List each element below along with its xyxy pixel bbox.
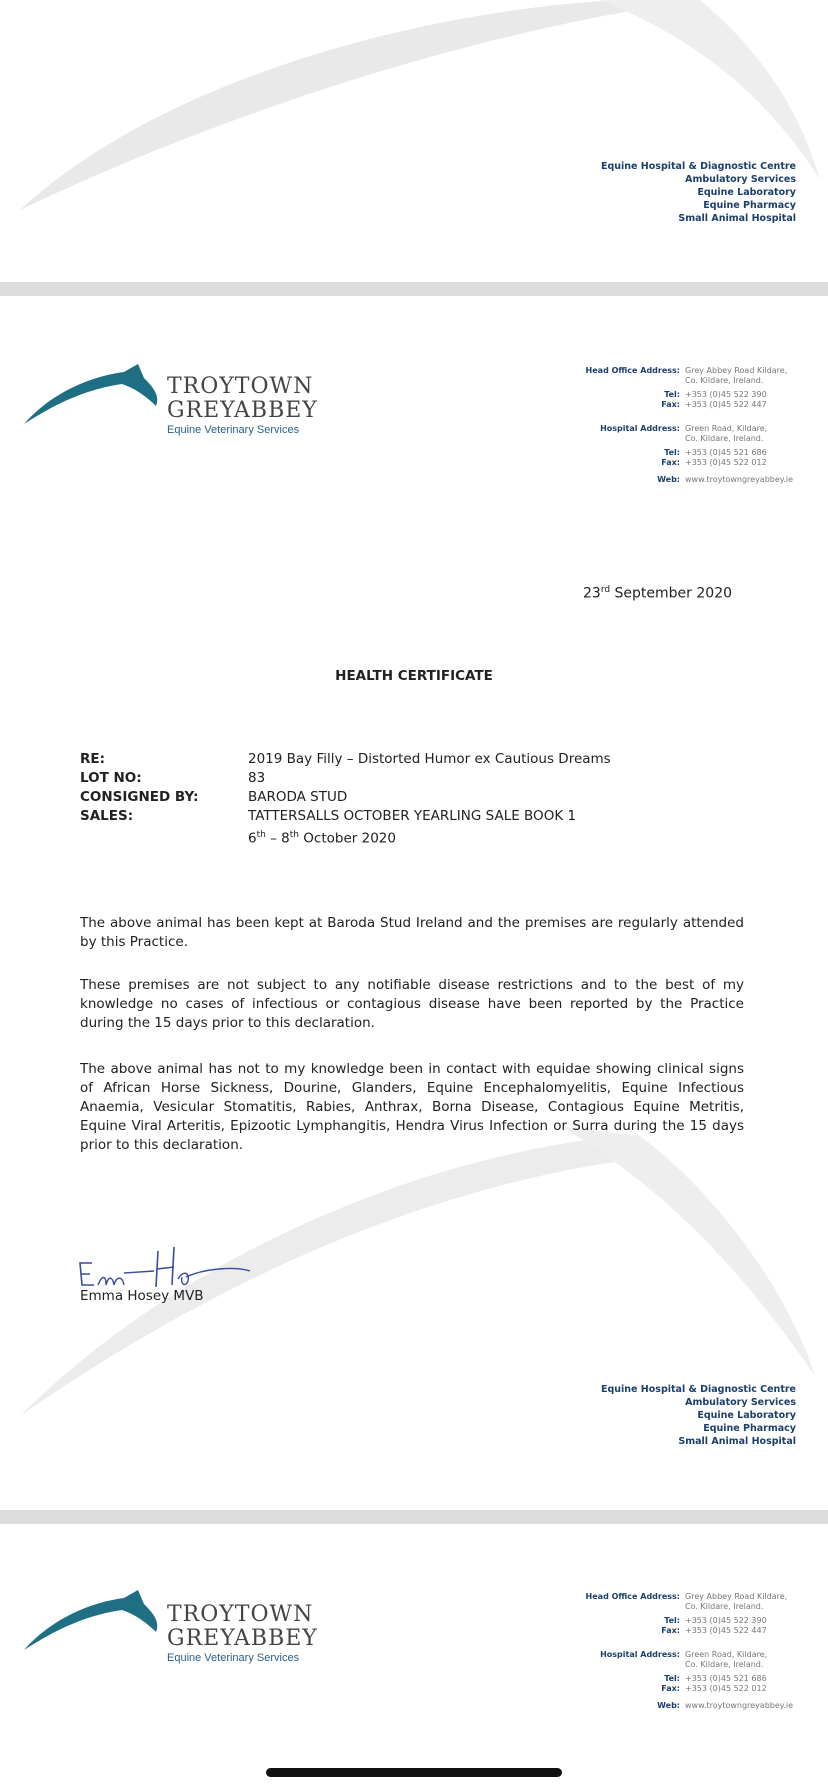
hospital-address-line2: Co. Kildare, Ireland. <box>685 434 764 443</box>
head-office-label: Head Office Address: <box>585 1592 680 1601</box>
horse-head-icon <box>22 1588 162 1658</box>
hospital-address: Green Road, Kildare, <box>685 424 768 433</box>
contact-block <box>540 1592 800 1711</box>
hospital-label: Hospital Address: <box>600 424 680 433</box>
web-label: Web: <box>657 475 680 484</box>
home-indicator[interactable] <box>266 1768 562 1777</box>
contact-block <box>540 366 800 485</box>
lot-value: 83 <box>248 770 266 786</box>
horse-head-icon <box>22 362 162 432</box>
tel-label: Tel: <box>664 1616 680 1625</box>
page-separator <box>0 1510 828 1524</box>
signatory-name: Emma Hosey MVB <box>80 1288 204 1304</box>
tel-label: Tel: <box>664 448 680 457</box>
fax-label: Fax: <box>661 458 680 467</box>
head-office-address: Grey Abbey Road Kildare, <box>685 366 788 375</box>
hospital-tel: +353 (0)45 521 686 <box>685 448 767 457</box>
re-label: RE: <box>80 751 106 767</box>
page-title: HEALTH CERTIFICATE <box>335 668 493 684</box>
fax-label: Fax: <box>661 1626 680 1635</box>
service-item: Equine Hospital & Diagnostic Centre <box>600 1384 796 1395</box>
company-logo <box>22 362 322 442</box>
hospital-label: Hospital Address: <box>600 1650 680 1659</box>
company-name-line1: TROYTOWN <box>167 1602 314 1627</box>
web-label: Web: <box>657 1701 680 1710</box>
services-list <box>601 160 796 225</box>
hospital-address: Green Road, Kildare, <box>685 1650 768 1659</box>
sales-label: SALES: <box>80 808 134 824</box>
tel-label: Tel: <box>664 390 680 399</box>
service-item: Equine Pharmacy <box>703 200 796 211</box>
hospital-fax: +353 (0)45 522 012 <box>685 458 767 467</box>
company-tagline: Equine Veterinary Services <box>167 424 300 436</box>
sales-value: TATTERSALLS OCTOBER YEARLING SALE BOOK 1 <box>248 808 577 824</box>
tel-label: Tel: <box>664 1674 680 1683</box>
service-item: Equine Hospital & Diagnostic Centre <box>600 161 796 172</box>
service-item: Ambulatory Services <box>685 174 796 185</box>
consigned-value: BARODA STUD <box>248 789 348 805</box>
service-item: Ambulatory Services <box>685 1397 796 1408</box>
web-link[interactable]: www.troytowngreyabbey.ie <box>685 1701 794 1710</box>
sales-dates: 6th – 8th October 2020 <box>248 830 396 847</box>
hospital-fax: +353 (0)45 522 012 <box>685 1684 767 1693</box>
service-item: Equine Laboratory <box>697 187 796 198</box>
lot-label: LOT NO: <box>80 770 142 786</box>
watermark-swoosh <box>0 0 828 282</box>
company-name-line2: GREYABBEY <box>167 1626 318 1651</box>
service-item: Equine Pharmacy <box>703 1423 796 1434</box>
head-office-tel: +353 (0)45 522 390 <box>685 390 767 399</box>
fax-label: Fax: <box>661 1684 680 1693</box>
head-office-address: Grey Abbey Road Kildare, <box>685 1592 788 1601</box>
head-office-tel: +353 (0)45 522 390 <box>685 1616 767 1625</box>
paragraph-contact-diseases: The above animal has not to my knowledge been in contact with equidae showing clinical signs of African Horse Sickness, Dourine, Glanders, Equine Encephalomyelitis, Equine Infectious Anaemia, Vesicular Stomatitis, Rabies, Anthrax, Borna Disease, Contagious Equine Metritis, Equine Viral Arteritis, Epizootic Lymphangitis, Hendra Virus Infection or Surra during the 15 days prior to this declaration. <box>80 1061 744 1153</box>
hospital-address-line2: Co. Kildare, Ireland. <box>685 1660 764 1669</box>
fax-label: Fax: <box>661 400 680 409</box>
service-item: Small Animal Hospital <box>678 1436 796 1447</box>
head-office-fax: +353 (0)45 522 447 <box>685 400 767 409</box>
previous-page-footer <box>0 0 828 282</box>
hospital-tel: +353 (0)45 521 686 <box>685 1674 767 1683</box>
head-office-label: Head Office Address: <box>585 366 680 375</box>
web-link[interactable]: www.troytowngreyabbey.ie <box>685 475 794 484</box>
consigned-label: CONSIGNED BY: <box>80 789 199 805</box>
head-office-fax: +353 (0)45 522 447 <box>685 1626 767 1635</box>
paragraph-restrictions: These premises are not subject to any notifiable disease restrictions and to the best of my knowledge no cases of infectious or contagious disease have been reported by the Practice during the 15 days prior to this declaration. <box>80 977 744 1031</box>
re-value: 2019 Bay Filly – Distorted Humor ex Cautious Dreams <box>248 751 611 767</box>
company-name-line2: GREYABBEY <box>167 398 318 423</box>
company-name-line1: TROYTOWN <box>167 374 314 399</box>
page-separator <box>0 282 828 296</box>
head-office-address-line2: Co. Kildare, Ireland. <box>685 1602 764 1611</box>
service-item: Equine Laboratory <box>697 1410 796 1421</box>
head-office-address-line2: Co. Kildare, Ireland. <box>685 376 764 385</box>
certificate-date: 23rd September 2020 <box>583 585 733 602</box>
service-item: Small Animal Hospital <box>678 213 796 224</box>
company-tagline: Equine Veterinary Services <box>167 1652 300 1664</box>
paragraph-premises: The above animal has been kept at Baroda Stud Ireland and the premises are regularly attended by this Practice. <box>80 915 744 950</box>
certificate-fields <box>80 750 611 849</box>
services-list <box>601 1383 796 1448</box>
company-logo <box>22 1588 322 1668</box>
